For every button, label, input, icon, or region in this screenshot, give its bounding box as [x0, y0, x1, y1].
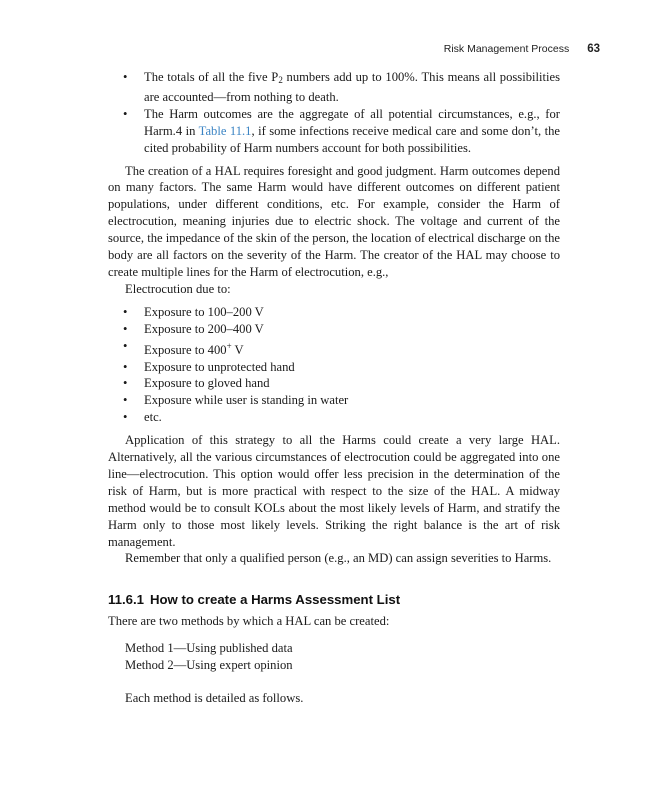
closing-sentence: Each method is detailed as follows. — [125, 691, 304, 706]
list-item-text: Exposure to 400 — [144, 342, 227, 357]
bullet-marker: • — [123, 304, 128, 319]
list-item-text: V — [231, 342, 244, 357]
bullet-marker: • — [123, 393, 128, 408]
paragraph: Application of this strategy to all the Harms could create a very large HAL. Alternatively, all the various circumstances of electrocution could be aggregated into one line—electrocution. This option would offer less precision in the determination of the risk of Harm, but is more practical with respect to the size of the HAL. A midway method would be to consult KOLs about the most likely levels of Harm, and stratify the Harm only to those most likely levels. Striking the right balance is the art of risk management. — [108, 433, 560, 549]
bullet-marker: • — [123, 338, 128, 353]
method-item: Method 2—Using expert opinion — [125, 658, 293, 673]
list-item-text: The Harm outcomes are the aggregate of all potential circumstances, e.g., for Harm.4 in — [144, 106, 560, 138]
paragraph: The creation of a HAL requires foresight and good judgment. Harm outcomes depend on many factors. The same Harm would have different outcomes on different patient populations, under different conditions, etc. For example, consider the Harm of electrocution, meaning injuries due to electric shock. The voltage and current of the source, the impedance of the skin of the person, the location of electrical discharge on the body are all factors on the severity of the Harm. The creator of the HAL may choose to create multiple lines for the Harm of electrocution, e.g., — [108, 163, 560, 279]
list-item — [108, 392, 560, 409]
list-item-text: Exposure to 100–200 V — [144, 304, 264, 319]
section-title: How to create a Harms Assessment List — [149, 592, 401, 608]
list-item — [108, 321, 560, 338]
method-item: Method 1—Using published data — [125, 641, 293, 656]
bullet-marker: • — [123, 410, 128, 425]
list-item-text: numbers add up to 100%. This means all possibilities are accounted—from nothing to death. — [144, 70, 560, 104]
superscript: + — [226, 340, 232, 351]
bullet-marker: • — [123, 70, 128, 84]
top-bullet-list — [108, 69, 560, 157]
running-header-title: Risk Management Process — [443, 43, 570, 55]
list-item-text: Exposure to gloved hand — [144, 376, 270, 391]
paragraph: Remember that only a qualified person (e.g., an MD) can assign severities to Harms. — [125, 551, 552, 566]
list-item — [108, 304, 560, 321]
list-item-text: , if some infections receive medical care and some don’t, the cited probability of Harm numbers account for both possibilities. — [144, 123, 560, 155]
bullet-marker: • — [123, 376, 128, 391]
bullet-marker: • — [123, 359, 128, 374]
list-item — [108, 375, 560, 392]
list-item — [108, 106, 560, 157]
list-item — [108, 338, 560, 359]
list-item — [108, 359, 560, 376]
list-item — [108, 69, 560, 106]
table-link[interactable]: Table 11.1 — [198, 123, 252, 138]
section-intro: There are two methods by which a HAL can be created: — [108, 614, 390, 629]
bullet-marker: • — [123, 106, 128, 121]
electrocution-list — [108, 304, 560, 426]
subscript: 2 — [278, 75, 283, 85]
bullet-marker: • — [123, 321, 128, 336]
section-heading — [108, 591, 560, 609]
list-item-text: etc. — [144, 410, 162, 425]
page-number: 63 — [587, 43, 600, 55]
list-item-text: Exposure to 200–400 V — [144, 321, 264, 336]
running-header — [108, 40, 600, 58]
list-item-text: The totals of all the five P — [144, 70, 279, 84]
list-item — [108, 409, 560, 426]
electrocution-intro: Electrocution due to: — [125, 281, 231, 296]
list-item-text: Exposure to unprotected hand — [144, 359, 295, 374]
list-item-text: Exposure while user is standing in water — [144, 393, 349, 408]
page-body — [108, 69, 560, 707]
section-number: 11.6.1 — [108, 592, 144, 608]
